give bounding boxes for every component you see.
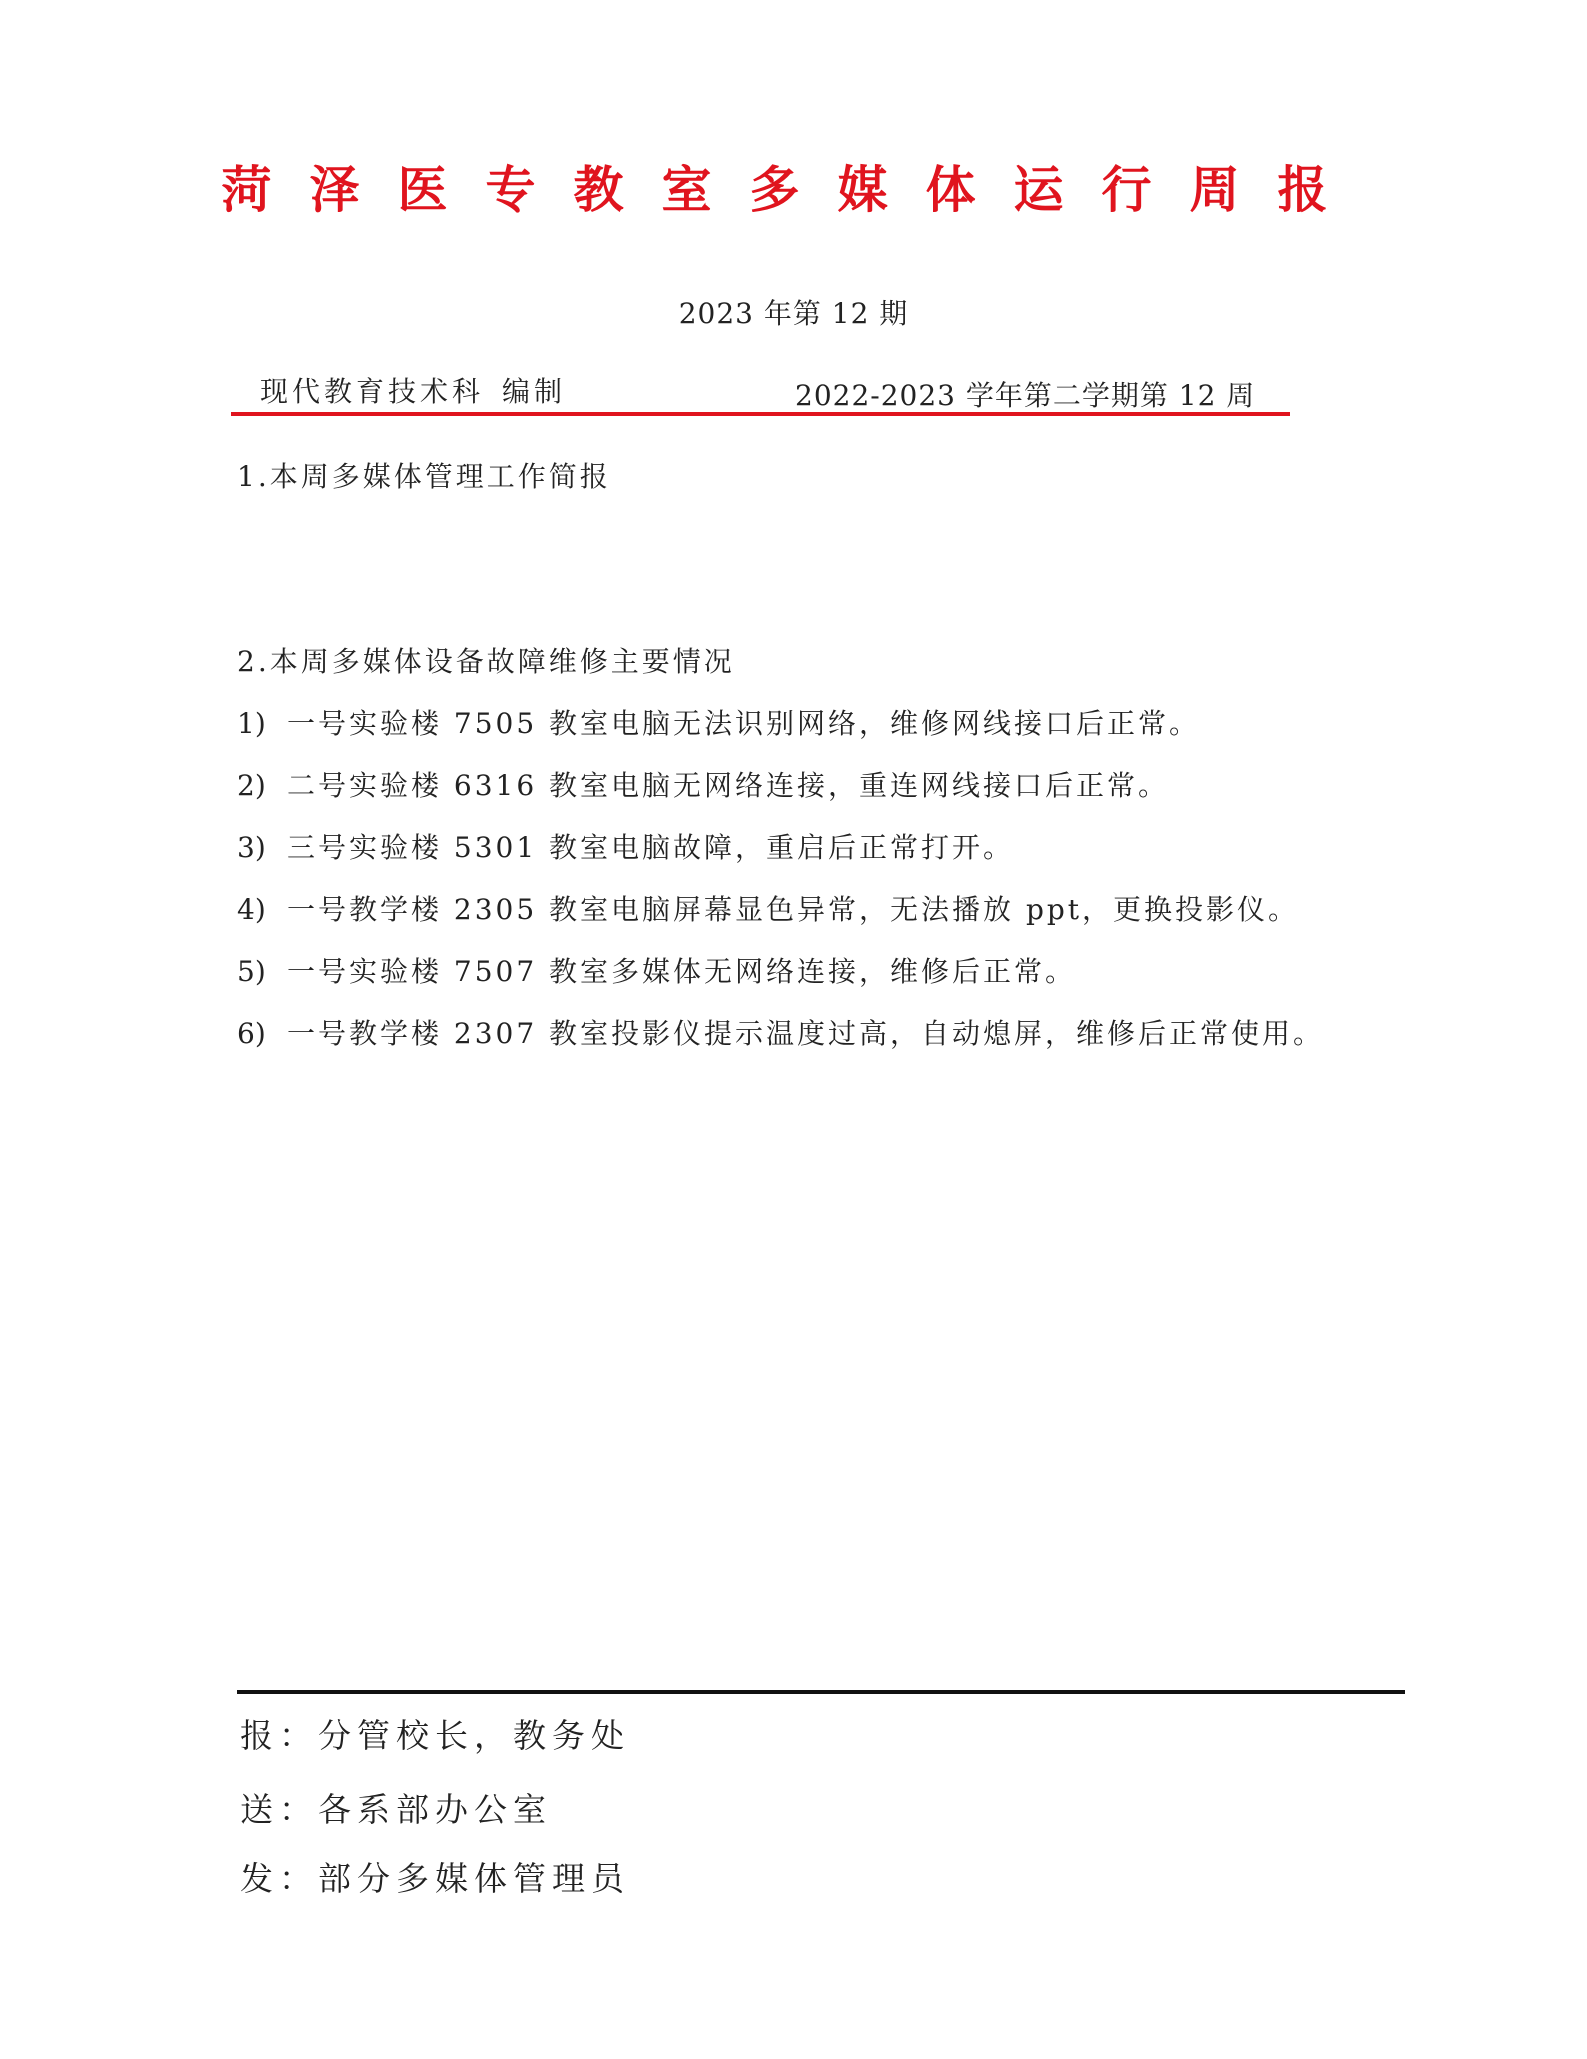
header-divider bbox=[231, 412, 1290, 416]
distribution-value: 部分多媒体管理员 bbox=[318, 1859, 630, 1898]
repair-item-text: 一号实验楼 7507 教室多媒体无网络连接，维修后正常。 bbox=[287, 955, 1077, 988]
repair-item-number: 4) bbox=[237, 893, 266, 926]
distribution-value: 各系部办公室 bbox=[318, 1790, 552, 1829]
repair-item-text: 三号实验楼 5301 教室电脑故障，重启后正常打开。 bbox=[287, 831, 1015, 864]
distribution-label: 送： bbox=[240, 1790, 318, 1829]
issue-number: 2023 年第 12 期 bbox=[678, 297, 909, 330]
repair-item bbox=[237, 888, 1299, 928]
footer-divider bbox=[237, 1690, 1405, 1694]
repair-item bbox=[237, 1012, 1324, 1052]
editor-role: 编制 bbox=[502, 375, 567, 408]
repair-item-text: 一号教学楼 2307 教室投影仪提示温度过高，自动熄屏，维修后正常使用。 bbox=[287, 1017, 1325, 1050]
repair-item-number: 6) bbox=[237, 1017, 266, 1050]
distribution-label: 发： bbox=[240, 1859, 318, 1898]
repair-item-number: 1) bbox=[237, 707, 266, 740]
repair-item-text: 一号教学楼 2305 教室电脑屏幕显色异常，无法播放 ppt，更换投影仪。 bbox=[287, 893, 1300, 926]
report-title: 菏泽医专教室多媒体运行周报 bbox=[221, 160, 1366, 219]
repair-item bbox=[237, 826, 1014, 866]
repair-item-text: 二号实验楼 6316 教室电脑无网络连接，重连网线接口后正常。 bbox=[287, 769, 1170, 802]
distribution-send bbox=[240, 1784, 552, 1831]
repair-item-number: 3) bbox=[237, 831, 266, 864]
repair-item-text: 一号实验楼 7505 教室电脑无法识别网络，维修网线接口后正常。 bbox=[287, 707, 1201, 740]
editor-line bbox=[260, 370, 566, 410]
distribution-label: 报： bbox=[240, 1716, 318, 1755]
distribution-value: 分管校长，教务处 bbox=[318, 1716, 630, 1755]
week-label: 2022-2023 学年第二学期第 12 周 bbox=[795, 379, 1256, 412]
section-heading-brief: 1.本周多媒体管理工作简报 bbox=[237, 460, 611, 493]
distribution-issue bbox=[240, 1853, 630, 1900]
editor-dept: 现代教育技术科 bbox=[260, 375, 485, 408]
repair-item-number: 5) bbox=[237, 955, 266, 988]
repair-item bbox=[237, 702, 1200, 742]
section-heading-repairs: 2.本周多媒体设备故障维修主要情况 bbox=[237, 645, 735, 678]
distribution-report bbox=[240, 1710, 630, 1757]
repair-item bbox=[237, 764, 1169, 804]
repair-item bbox=[237, 950, 1076, 990]
repair-item-number: 2) bbox=[237, 769, 266, 802]
